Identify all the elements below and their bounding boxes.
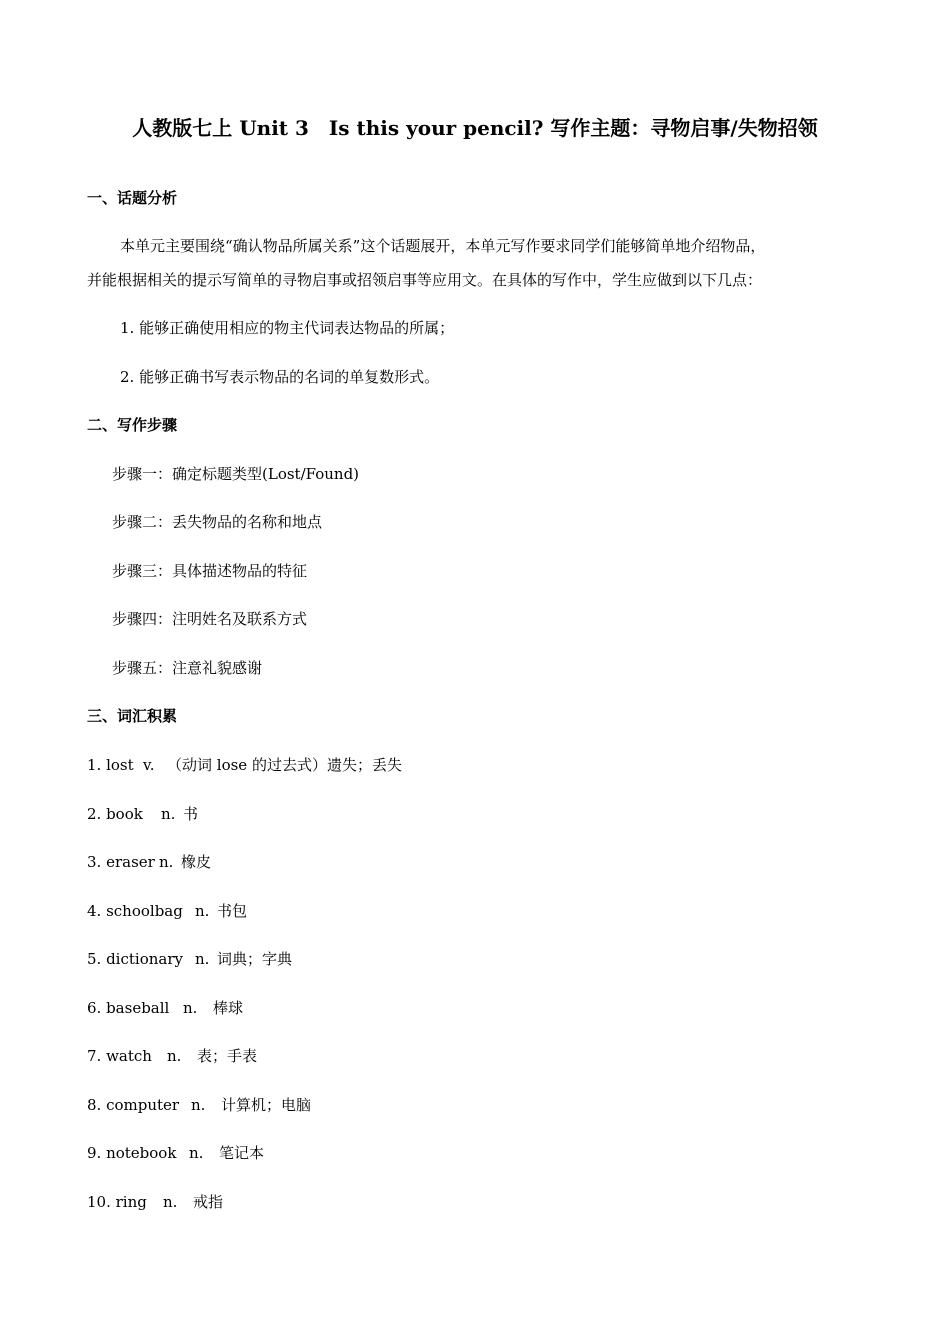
vocab-pos: n.	[163, 1193, 178, 1211]
vocab-meaning: （动词 lose 的过去式）遗失；丢失	[167, 756, 402, 774]
point-item: 2. 能够正确书写表示物品的名词的单复数形式。	[120, 368, 440, 386]
vocab-item	[87, 1190, 223, 1214]
vocab-meaning: 书	[183, 805, 199, 823]
vocab-word: 7. watch	[87, 1047, 152, 1065]
vocab-item	[87, 1044, 257, 1068]
vocab-word: 10. ring	[87, 1193, 147, 1211]
vocab-word: 2. book	[87, 805, 143, 823]
vocab-item	[87, 802, 198, 826]
vocab-word: 8. computer	[87, 1096, 180, 1114]
topic-paragraph-line-2: 并能根据相关的提示写简单的寻物启事或招领启事等应用文。在具体的写作中，学生应做到以下几点：	[87, 271, 763, 289]
vocab-word: 9. notebook	[87, 1144, 177, 1162]
vocab-pos: n.	[159, 853, 174, 871]
vocab-item	[87, 899, 247, 923]
document-title: 人教版七上 Unit 3 Is this your pencil? 写作主题：寻物启事/失物招领	[132, 116, 818, 140]
vocab-item	[87, 1141, 264, 1165]
section-heading-topic-analysis: 一、话题分析	[87, 189, 178, 207]
vocab-pos: v.	[143, 756, 155, 774]
vocab-meaning: 橡皮	[181, 853, 212, 871]
vocab-item	[87, 996, 243, 1020]
vocab-meaning: 表；手表	[197, 1047, 258, 1065]
vocab-meaning: 书包	[217, 902, 248, 920]
vocab-meaning: 棒球	[213, 999, 244, 1017]
vocab-item	[87, 850, 211, 874]
step-item: 步骤四：注明姓名及联系方式	[112, 610, 308, 628]
step-item: 步骤三：具体描述物品的特征	[112, 562, 308, 580]
topic-paragraph-line-1: 本单元主要围绕“确认物品所属关系”这个话题展开，本单元写作要求同学们能够简单地介绍物品，	[120, 237, 766, 255]
vocab-pos: n.	[183, 999, 198, 1017]
vocab-word: 1. lost	[87, 756, 134, 774]
step-item: 步骤五：注意礼貌感谢	[112, 659, 263, 677]
vocab-pos: n.	[189, 1144, 204, 1162]
vocab-item	[87, 1093, 311, 1117]
vocab-meaning: 词典；字典	[217, 950, 293, 968]
vocab-word: 6. baseball	[87, 999, 170, 1017]
step-item: 步骤一：确定标题类型(Lost/Found)	[112, 465, 360, 483]
vocab-pos: n.	[195, 902, 210, 920]
section-heading-vocabulary: 三、词汇积累	[87, 707, 178, 725]
vocab-pos: n.	[167, 1047, 182, 1065]
step-item: 步骤二：丢失物品的名称和地点	[112, 513, 323, 531]
point-item: 1. 能够正确使用相应的物主代词表达物品的所属；	[120, 319, 455, 337]
vocab-meaning: 计算机；电脑	[221, 1096, 312, 1114]
section-heading-writing-steps: 二、写作步骤	[87, 416, 178, 434]
vocab-word: 4. schoolbag	[87, 902, 183, 920]
vocab-item	[87, 947, 292, 971]
vocab-pos: n.	[191, 1096, 206, 1114]
vocab-pos: n.	[195, 950, 210, 968]
vocab-meaning: 笔记本	[219, 1144, 265, 1162]
vocab-pos: n.	[161, 805, 176, 823]
vocab-word: 5. dictionary	[87, 950, 183, 968]
vocab-word: 3. eraser	[87, 853, 155, 871]
vocab-item	[87, 753, 402, 777]
vocab-meaning: 戒指	[193, 1193, 224, 1211]
